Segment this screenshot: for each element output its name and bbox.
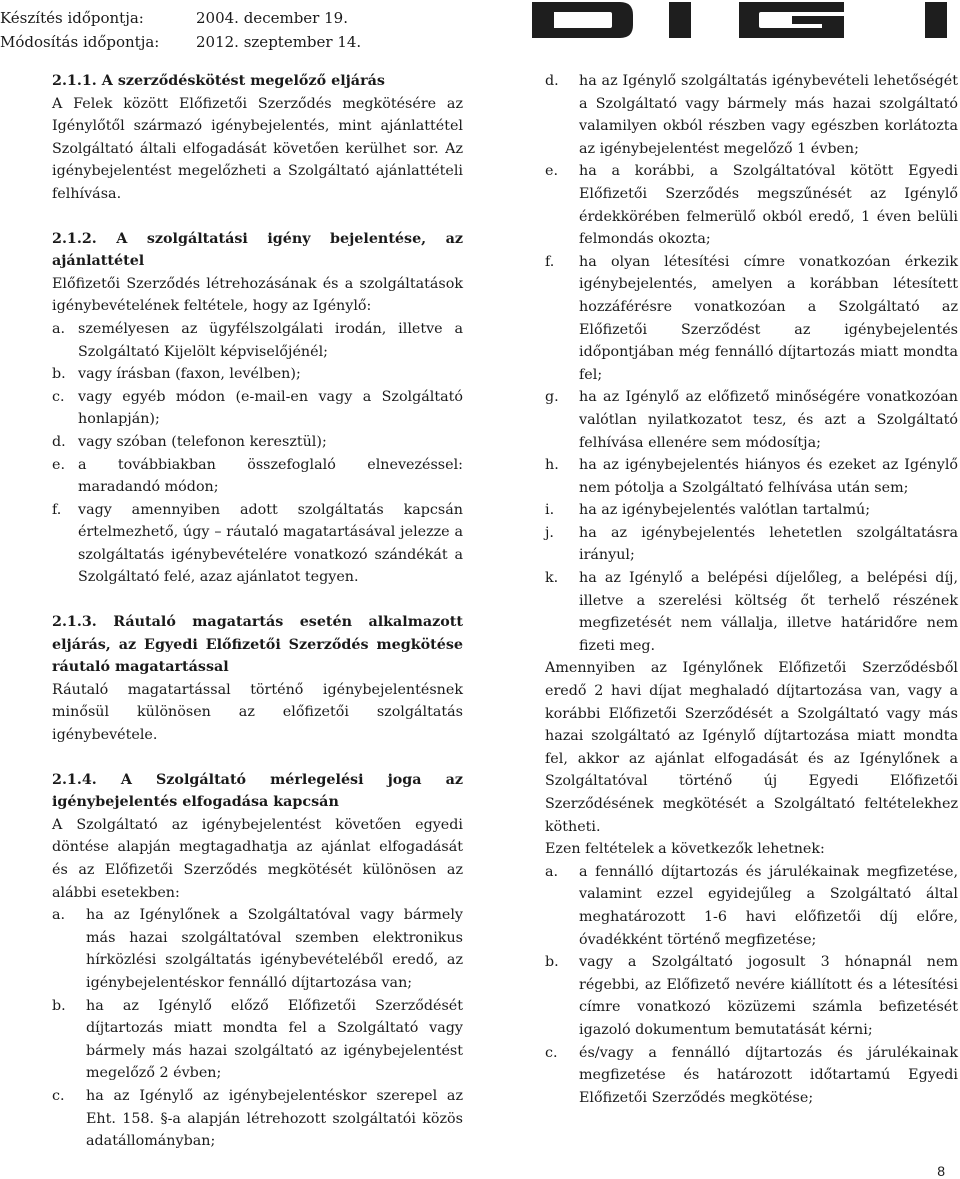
modified-label: Módosítás időpontja: bbox=[0, 33, 160, 51]
conditions-intro: Ezen feltételek a következők lehetnek: bbox=[545, 841, 825, 858]
list-item: d. ha az Igénylő szolgáltatás igénybevételi lehetőségét a Szolgáltató vagy bármely más hazai szolgáltató valamilyen okból részben vagy egészben korlátozta az igénybejelentést megelőző 1 évben; bbox=[545, 73, 958, 157]
list-item: b. vagy írásban (faxon, levélben); bbox=[52, 366, 301, 383]
section-2-1-4-body: A Szolgáltató az igénybejelentést követően egyedi döntése alapján megtagadhatja az ajánlat elfogadását és az Előfizetői Szerződés megkötését különösen az alábbi esetekben: bbox=[52, 816, 463, 901]
page-number: 8 bbox=[937, 1163, 945, 1179]
list-item: c. és/vagy a fennálló díjtartozás és járulékainak megfizetése és határozott időtartamú Egyedi Előfizetői Szerződés megkötése; bbox=[545, 1044, 958, 1106]
modified-value: 2012. szeptember 14. bbox=[196, 33, 362, 51]
list-item: g. ha az Igénylő az előfizető minőségére vonatkozóan valótlan nyilatkozatot tesz, és azt a Szolgáltató felhívása ellenére sem módosítja; bbox=[545, 389, 958, 451]
list-item: e. ha a korábbi, a Szolgáltatóval kötött Egyedi Előfizetői Szerződés megszűnését az Igénylő érdekkörében felmerülő okból eredő, 1 éven belüli felmondás okozta; bbox=[545, 163, 958, 248]
section-2-1-3-title: 2.1.3. Ráutaló magatartás esetén alkalmazott eljárás, az Egyedi Előfizetői Szerződés megkötése ráutaló magatartással bbox=[52, 614, 463, 676]
section-2-1-2-body: Előfizetői Szerződés létrehozásának és a szolgáltatások igénybevételének feltétele, hogy az Igénylő: bbox=[52, 275, 463, 315]
section-2-1-2-list bbox=[52, 318, 463, 589]
list-item: c. vagy egyéb módon (e-mail-en vagy a Szolgáltató honlapján); bbox=[52, 388, 463, 428]
list-item: a. a fennálló díjtartozás és járulékainak megfizetése, valamint ezzel egyidejűleg a Szolgáltató által meghatározott 1-6 havi előfizetői díj előre, óvadékként történő megfizetése; bbox=[545, 863, 958, 948]
list-item: e. a továbbiakban összefoglaló elnevezéssel: maradandó módon; bbox=[52, 456, 463, 496]
list-item: k. ha az Igénylő a belépési díjelőleg, a belépési díj, illetve a szerelési költség őt terhelő részének megfizetését nem vállalja, illetve határidőre nem fizeti meg. bbox=[545, 570, 958, 654]
section-2-1-4-title: 2.1.4. A Szolgáltató mérlegelési joga az igénybejelentés elfogadása kapcsán bbox=[52, 771, 463, 811]
refusal-list bbox=[545, 70, 958, 657]
conditions-list bbox=[545, 861, 958, 1110]
list-item: c. ha az Igénylő az igénybejelentéskor szerepel az Eht. 158. §-a alapján létrehozott szolgáltatói közös adatállományban; bbox=[52, 1087, 463, 1150]
list-item: a. ha az Igénylőnek a Szolgáltatóval vagy bármely más hazai szolgáltatóval szemben elektronikus hírközlési szolgáltatás igénybevételéből eredő, az igénybejelentéskor fennálló díjtartozása van; bbox=[52, 907, 463, 991]
list-item: d. vagy szóban (telefonon keresztül); bbox=[52, 433, 327, 450]
section-2-1-1-title: 2.1.1. A szerződéskötést megelőző eljárás bbox=[52, 73, 385, 89]
page-header bbox=[0, 0, 960, 70]
created-label: Készítés időpontja: bbox=[0, 9, 144, 27]
list-item: f. ha olyan létesítési címre vonatkozóan érkezik igénybejelentés, amelyen a korábban létesített hozzáférésre vonatkozóan a Szolgáltató az Előfizetői Szerződést az igénybejelentés időpontjában még fennálló díjtartozás miatt mondta fel; bbox=[545, 253, 958, 383]
list-item: a. személyesen az ügyfélszolgálati irodán, illetve a Szolgáltató Kijelölt képviselőjénél; bbox=[52, 320, 463, 360]
list-item: f. vagy amennyiben adott szolgáltatás kapcsán értelmezhető, úgy – ráutaló magatartásával jelezze a szolgáltatás igénybevételére vonatkozó szándékát a Szolgáltató felé, azaz ajánlatot tegyen. bbox=[52, 501, 463, 586]
list-item: b. ha az Igénylő előző Előfizetői Szerződését díjtartozás miatt mondta fel a Szolgáltató vagy bármely más hazai szolgáltató az igénybejelentést megelőző 2 évben; bbox=[52, 997, 463, 1082]
section-2-1-3-body: Ráutaló magatartással történő igénybejelentésnek minősül különösen az előfizetői szolgáltatás igénybevétele. bbox=[52, 681, 463, 744]
left-column bbox=[52, 70, 463, 1153]
list-item: i. ha az igénybejelentés valótlan tartalmú; bbox=[545, 502, 871, 519]
section-2-1-1-body: A Felek között Előfizetői Szerződés megkötésére az Igénylőtől származó igénybejelentés, mint ajánlattétel Szolgáltató általi elfogadását követően kerülhet sor. Az igénybejelentést megelőzheti a Szolgáltató ajánlattételi felhívása. bbox=[52, 95, 463, 202]
created-value: 2004. december 19. bbox=[196, 9, 348, 27]
fee-debt-paragraph: Amennyiben az Igénylőnek Előfizetői Szerződésből eredő 2 havi díjat meghaladó díjtartozása van, vagy a korábbi Előfizetői Szerződését a Szolgáltató vagy más hazai szolgáltató az Igénylő díjtartozása miatt mondta fel, akkor az ajánlat elfogadását és az Igénylőnek a Szolgáltatóval történő új Egyedi Előfizetői Szerződésének megkötését a Szolgáltató feltételekhez kötheti. bbox=[545, 660, 958, 835]
right-column bbox=[545, 70, 958, 1109]
list-item: h. ha az igénybejelentés hiányos és ezeket az Igénylő nem pótolja a Szolgáltató felhívása után sem; bbox=[545, 457, 958, 496]
list-item: b. vagy a Szolgáltató jogosult 3 hónapnál nem régebbi, az Előfizető nevére kiállított és a létesítési címre vonatkozó közüzemi számla befizetését igazoló dokumentum bemutatását kérni; bbox=[545, 954, 958, 1038]
list-item: j. ha az igénybejelentés lehetetlen szolgáltatásra irányul; bbox=[545, 524, 958, 564]
section-2-1-4-list bbox=[52, 904, 463, 1153]
digi-logo bbox=[532, 2, 947, 38]
section-2-1-2-title: 2.1.2. A szolgáltatási igény bejelentése, az ajánlattétel bbox=[52, 230, 463, 270]
